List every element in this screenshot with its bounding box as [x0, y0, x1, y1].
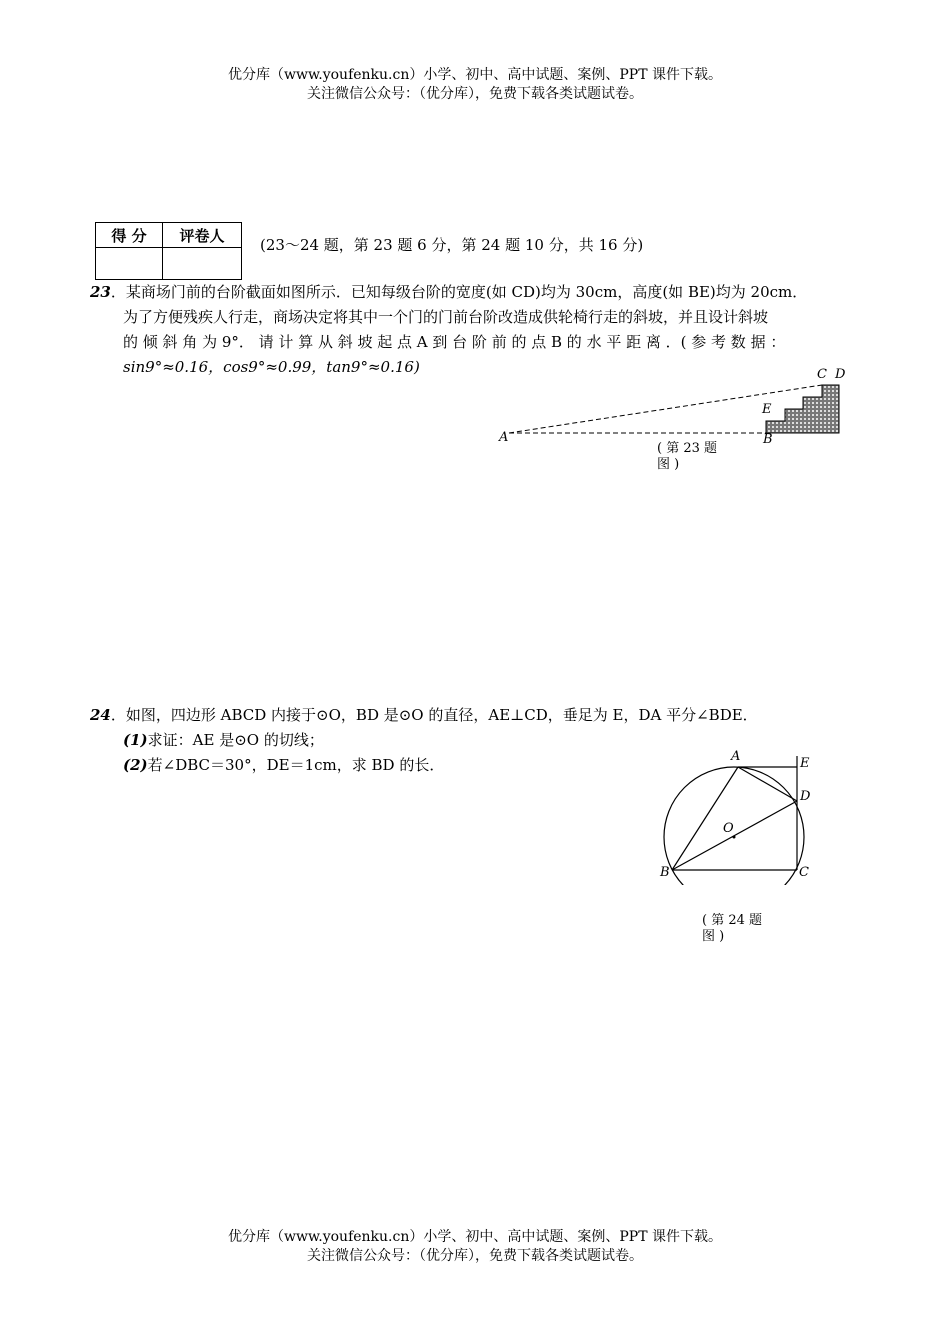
score-header: 得 分: [96, 223, 163, 248]
question-number: 23: [90, 283, 111, 301]
chord-AD: [738, 767, 797, 801]
label-B: B: [763, 432, 773, 447]
score-cell[interactable]: [96, 248, 163, 280]
q23-line-2: 为了方便残疾人行走，商场决定将其中一个门的门前台阶改造成供轮椅行走的斜坡，并且设计斜坡: [123, 308, 769, 326]
header-line-1: 优分库（www.youfenku.cn）小学、初中、高中试题、案例、PPT 课件下载。: [227, 67, 722, 83]
q24-part-1: (1)求证：AE 是⊙O 的切线；: [123, 731, 324, 749]
label-C: C: [799, 865, 809, 880]
label-A: A: [499, 430, 509, 445]
diameter-BD: [672, 801, 797, 870]
label-E: E: [762, 402, 772, 417]
figure-24-caption: ( 第 24 题 图 ): [702, 913, 763, 944]
header-line-2: 关注微信公众号：（优分库），免费下载各类试题试卷。: [307, 86, 643, 102]
chord-BA: [672, 767, 738, 870]
label-B: B: [660, 865, 670, 880]
q23-line-1: ．某商场门前的台阶截面如图所示．已知每级台阶的宽度(如 CD)均为 30cm，高度(如 BE)均为 20cm．: [110, 283, 808, 301]
question-number: 24: [90, 706, 111, 724]
footer-line-2: 关注微信公众号：（优分库），免费下载各类试题试卷。: [307, 1248, 643, 1264]
page-header: [0, 66, 950, 104]
q24-line-1: ．如图，四边形 ABCD 内接于⊙O，BD 是⊙O 的直径，AE⊥CD，垂足为 E，DA 平分∠BDE．: [110, 706, 758, 724]
label-O: O: [723, 821, 734, 836]
stairs-figure: [495, 365, 855, 450]
section-note: (23～24 题，第 23 题 6 分，第 24 题 10 分，共 16 分): [260, 236, 644, 254]
score-table: [95, 222, 242, 280]
page-footer: [0, 1228, 950, 1266]
footer-line-1: 优分库（www.youfenku.cn）小学、初中、高中试题、案例、PPT 课件下载。: [227, 1229, 722, 1245]
q23-line-4: sin9°≈0.16，cos9°≈0.99，tan9°≈0.16): [123, 358, 420, 376]
label-C: C: [817, 367, 827, 382]
circle-O: [664, 767, 804, 885]
circle-figure: [650, 745, 820, 885]
grader-header: 评卷人: [163, 223, 242, 248]
q24-part-2: (2)若∠DBC＝30°，DE＝1cm，求 BD 的长．: [123, 756, 445, 774]
label-D: D: [835, 367, 846, 382]
label-D: D: [800, 789, 811, 804]
figure-23-caption: ( 第 23 题 图 ): [657, 441, 718, 472]
grader-cell[interactable]: [163, 248, 242, 280]
stairs-shape: [766, 385, 839, 433]
label-E: E: [800, 756, 810, 771]
q23-line-3: 的 倾 斜 角 为 9°． 请 计 算 从 斜 坡 起 点 A 到 台 阶 前 的 点 B 的 水 平 距 离 ．( 参 考 数 据 ：: [123, 333, 786, 351]
label-A: A: [731, 749, 741, 764]
